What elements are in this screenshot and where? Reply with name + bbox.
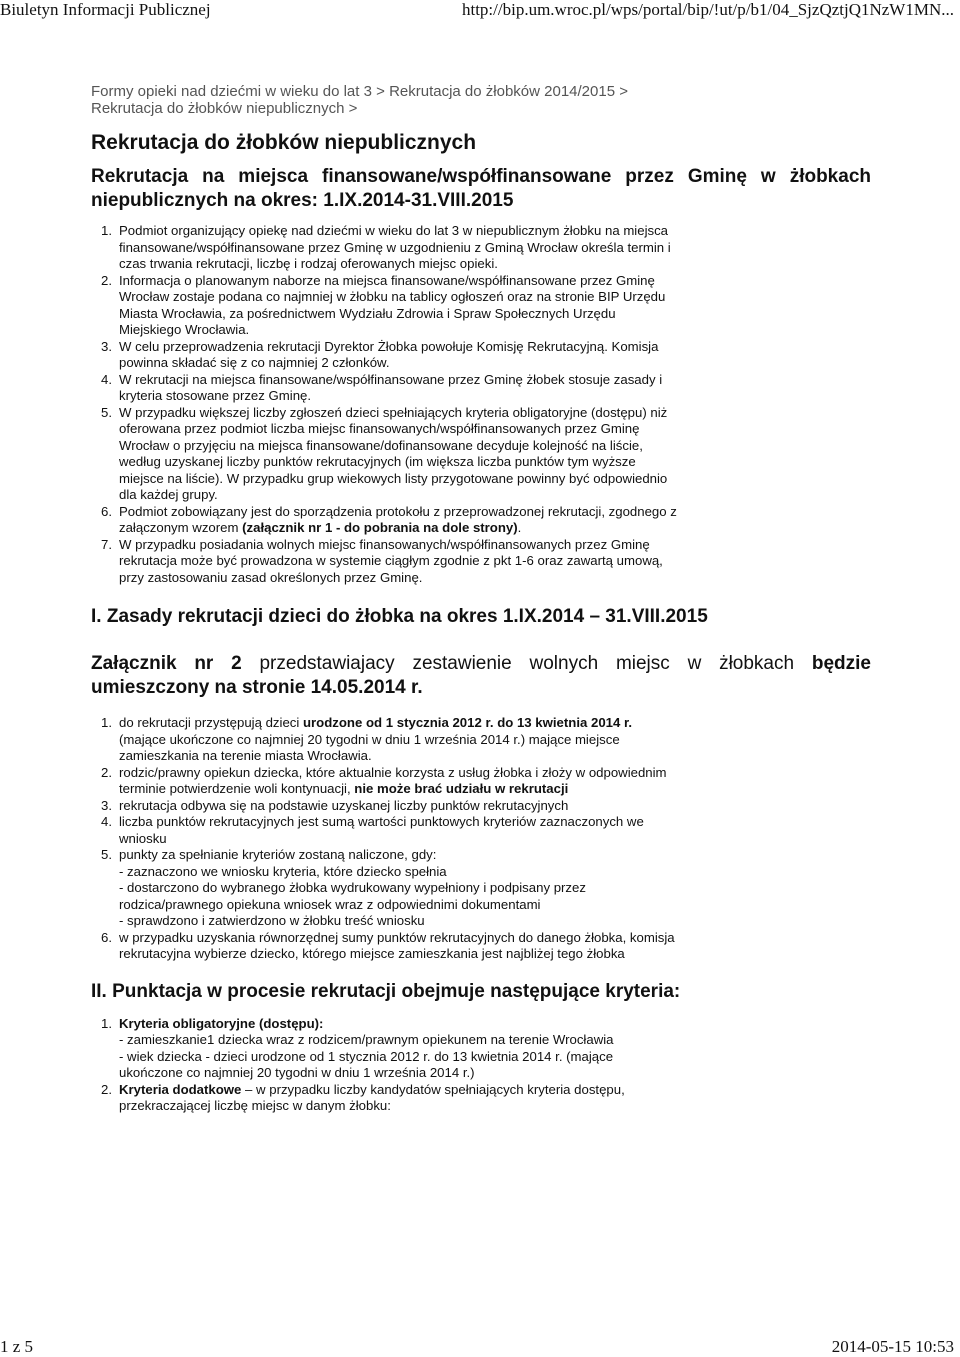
list-item-text: (mające ukończone co najmniej 20 tygodni w dniu 1 września 2014 r.) mające miejsce zamieszkania na terenie miasta Wrocławia. bbox=[119, 731, 620, 763]
list-item-text: – w przypadku liczby kandydatów spełniających kryteria dostępu, przekraczającej liczbę miejsc w danym żłobku: bbox=[119, 1081, 625, 1113]
breadcrumb bbox=[91, 83, 871, 117]
list-item-bold: Kryteria dodatkowe bbox=[119, 1081, 242, 1097]
list-item-text: W przypadku większej liczby zgłoszeń dzieci spełniających kryteria obligatoryjne (dostępu) niż oferowana przez podmiot liczba miejsc finansowanych/współfinansowanych przez Gminę Wrocław o przyjęciu na miejsca finansowane/dofinansowane decyduje kolejność na liście, według uzyskanej liczby punktów rekrutacyjnych (im większa liczba punktów tym wyższe miejsce na liście). W przypadku grup wiekowych listy przygotowane powinny być odpowiednio dla każdej grupy. bbox=[119, 404, 668, 502]
list-item-text: rekrutacja odbywa się na podstawie uzyskanej liczby punktów rekrutacyjnych bbox=[119, 797, 569, 813]
print-header-title: Biuletyn Informacji Publicznej bbox=[0, 0, 211, 19]
breadcrumb-separator: > bbox=[348, 100, 358, 117]
list-item: 4. W rekrutacji na miejsca finansowane/współfinansowane przez Gminę żłobek stosuje zasady i kryteria stosowane przez Gminę. bbox=[101, 371, 663, 403]
section-heading-punktacja: II. Punktacja w procesie rekrutacji obejmuje następujące kryteria: bbox=[91, 980, 681, 1002]
list-item-text: w przypadku uzyskania równorzędnej sumy punktów rekrutacyjnych do danego żłobka, komisja rekrutacyjna wybierze dziecko, którego miejsce zamieszkania jest najbliżej tego żłobka bbox=[119, 929, 675, 961]
list-item-text: - sprawdzono i zatwierdzono w żłobku treść wniosku bbox=[119, 913, 425, 928]
kryteria-list bbox=[91, 1016, 871, 1115]
list-item: 5. punkty za spełnianie kryteriów zostaną naliczone, gdy: - zaznaczono we wniosku kryteria, które dziecko spełnia - dostarczono do wybranego żłobka wydrukowany wypełniony i podpisany przez rodzica/prawnego opiekuna wniosek wraz z odpowiednimi dokumentami - sprawdzono i zatwierdzono w żłobku treść wniosku bbox=[101, 847, 586, 928]
rules-list bbox=[91, 223, 871, 586]
attachment-2-date: będzie umieszczony na stronie 14.05.2014 r. bbox=[91, 653, 871, 698]
list-item: 5. W przypadku większej liczby zgłoszeń dzieci spełniających kryteria obligatoryjne (dostępu) niż oferowana przez podmiot liczba miejsc finansowanych/współfinansowanych przez Gminę Wrocław o przyjęciu na miejsca finansowane/dofinansowane decyduje kolejność na liście, według uzyskanej liczby punktów rekrutacyjnych (im większa liczba punktów tym wyższe miejsce na liście). W przypadku grup wiekowych listy przygotowane powinny być odpowiednio dla każdej grupy. bbox=[101, 404, 668, 502]
list-item-text: - dostarczono do wybranego żłobka wydrukowany wypełniony i podpisany przez rodzica/prawnego opiekuna wniosek wraz z odpowiednimi dokumentami bbox=[119, 880, 586, 912]
breadcrumb-separator: > bbox=[619, 83, 628, 100]
list-item-text: W przypadku posiadania wolnych miejsc finansowanych/współfinansowanych przez Gminę rekrutacja może być prowadzona w systemie ciągłym zgodnie z pkt 1-6 oraz zawartą umową, przy zastosowaniu zasad określonych przez Gminę. bbox=[119, 536, 663, 585]
breadcrumb-link-formy-opieki[interactable]: Formy opieki nad dziećmi w wieku do lat 3 bbox=[91, 83, 372, 100]
zasady-list bbox=[91, 715, 871, 963]
list-item: 4. liczba punktów rekrutacyjnych jest sumą wartości punktowych kryteriów zaznaczonych we wniosku bbox=[101, 814, 644, 846]
list-item-text: . bbox=[517, 520, 522, 535]
list-item-text: W rekrutacji na miejsca finansowane/współfinansowane przez Gminę żłobek stosuje zasady i kryteria stosowane przez Gminę. bbox=[119, 371, 663, 403]
list-item: 2. Informacja o planowanym naborze na miejsca finansowane/współfinansowane przez Gminę Wrocław zostaje podana co najmniej w żłobku na tablicy ogłoszeń oraz na stronie BIP Urzędu Miasta Wrocławia, za pośrednictwem Wydziału Zdrowia i Spraw Społecznych Urzędu Miejskiego Wrocławia. bbox=[101, 272, 666, 337]
page-title: Rekrutacja do żłobków niepublicznych bbox=[91, 131, 477, 154]
list-item-text: do rekrutacji przystępują dzieci bbox=[119, 715, 303, 730]
list-item: 2. Kryteria dodatkowe – w przypadku liczby kandydatów spełniających kryteria dostępu, przekraczającej liczbę miejsc w danym żłobku: bbox=[101, 1081, 625, 1113]
list-item: 3. rekrutacja odbywa się na podstawie uzyskanej liczby punktów rekrutacyjnych bbox=[101, 797, 569, 813]
breadcrumb-link-rekrutacja-2014[interactable]: Rekrutacja do żłobków 2014/2015 bbox=[389, 83, 616, 100]
list-item-text: - wiek dziecka - dzieci urodzone od 1 stycznia 2012 r. do 13 kwietnia 2014 r. (mające ukończone co najmniej 20 tygodni w dniu 1 września 2014 r.) bbox=[119, 1048, 614, 1080]
list-item-text: Podmiot organizujący opiekę nad dziećmi w wieku do lat 3 w niepublicznym żłobku na miejsca finansowane/współfinansowane przez Gminę w uzgodnieniu z Gminą Wrocław określa termin i czas trwania rekrutacji, liczbę i rodzaj oferowanych miejsc opieki. bbox=[119, 223, 671, 271]
print-footer-timestamp: 2014-05-15 10:53 bbox=[831, 1337, 954, 1356]
list-item-text: liczba punktów rekrutacyjnych jest sumą wartości punktowych kryteriów zaznaczonych we wniosku bbox=[119, 814, 644, 846]
section-heading-zasady: I. Zasady rekrutacji dzieci do żłobka na okres 1.IX.2014 – 31.VIII.2015 bbox=[91, 606, 708, 627]
list-item: 7. W przypadku posiadania wolnych miejsc finansowanych/współfinansowanych przez Gminę rekrutacja może być prowadzona w systemie ciągłym zgodnie z pkt 1-6 oraz zawartą umową, przy zastosowaniu zasad określonych przez Gminę. bbox=[101, 536, 663, 585]
list-item-text: - zaznaczono we wniosku kryteria, które dziecko spełnia bbox=[119, 863, 447, 879]
list-item-bold: Kryteria obligatoryjne (dostępu): bbox=[119, 1015, 324, 1031]
list-item-text: W celu przeprowadzenia rekrutacji Dyrektor Żłobka powołuje Komisję Rekrutacyjną. Komisja powinna składać się z co najmniej 2 członków. bbox=[119, 338, 659, 370]
page-subtitle: Rekrutacja na miejsca finansowane/współfinansowane przez Gminę w żłobkach niepublicznych na okres: 1.IX.2014-31.VIII.2015 bbox=[91, 166, 871, 211]
list-item-text: Informacja o planowanym naborze na miejsca finansowane/współfinansowane przez Gminę Wrocław zostaje podana co najmniej w żłobku na tablicy ogłoszeń oraz na stronie BIP Urzędu Miasta Wrocławia, za pośrednictwem Wydziału Zdrowia i Spraw Społecznych Urzędu Miejskiego Wrocławia. bbox=[119, 272, 666, 337]
list-item-text: rodzic/prawny opiekun dziecka, które aktualnie korzysta z usług żłobka i złoży w odpowiednim terminie potwierdzenie woli kontynuacji, bbox=[119, 764, 667, 796]
list-item-text: - zamieszkanie1 dziecka wraz z rodzicem/prawnym opiekunem na terenie Wrocławia bbox=[119, 1032, 614, 1047]
list-item: 1. Kryteria obligatoryjne (dostępu): - zamieszkanie1 dziecka wraz z rodzicem/prawnym opiekunem na terenie Wrocławia - wiek dziecka - dzieci urodzone od 1 stycznia 2012 r. do 13 kwietnia 2014 r. (mające ukończone co najmniej 20 tygodni w dniu 1 września 2014 r.) bbox=[101, 1015, 614, 1080]
print-footer-page-count: 1 z 5 bbox=[0, 1337, 34, 1356]
page-content bbox=[91, 83, 871, 1115]
list-item-bold: urodzone od 1 stycznia 2012 r. do 13 kwietnia 2014 r. bbox=[302, 715, 633, 730]
print-header-url: http://bip.um.wroc.pl/wps/portal/bip/!ut/p/b1/04_SjzQztjQ1NzW1MN... bbox=[461, 0, 954, 19]
attachment-2-text: przedstawiajacy zestawienie wolnych miejsc w żłobkach bbox=[241, 653, 812, 674]
breadcrumb-separator: > bbox=[376, 83, 385, 100]
list-item: 6. Podmiot zobowiązany jest do sporządzenia protokołu z przeprowadzonej rekrutacji, zgodnego z załączonym wzorem (załącznik nr 1 - do pobrania na dole strony). bbox=[101, 503, 677, 535]
list-item: 2. rodzic/prawny opiekun dziecka, które aktualnie korzysta z usług żłobka i złoży w odpowiednim terminie potwierdzenie woli kontynuacji, nie może brać udziału w rekrutacji bbox=[101, 764, 667, 796]
attachment-2-label: Załącznik nr 2 bbox=[91, 653, 242, 674]
list-item: 1. do rekrutacji przystępują dzieci urodzone od 1 stycznia 2012 r. do 13 kwietnia 2014 r. (mające ukończone co najmniej 20 tygodni w dniu 1 września 2014 r.) mające miejsce zamieszkania na terenie miasta Wrocławia. bbox=[101, 715, 633, 763]
list-item-text: Podmiot zobowiązany jest do sporządzenia protokołu z przeprowadzonej rekrutacji, zgodnego z załączonym wzorem bbox=[119, 503, 677, 535]
attachment-2-paragraph bbox=[91, 652, 871, 700]
list-item: 1. Podmiot organizujący opiekę nad dziećmi w wieku do lat 3 w niepublicznym żłobku na miejsca finansowane/współfinansowane przez Gminę w uzgodnieniu z Gminą Wrocław określa termin i czas trwania rekrutacji, liczbę i rodzaj oferowanych miejsc opieki. bbox=[101, 223, 671, 271]
list-item: 6. w przypadku uzyskania równorzędnej sumy punktów rekrutacyjnych do danego żłobka, komisja rekrutacyjna wybierze dziecko, którego miejsce zamieszkania jest najbliżej tego żłobka bbox=[101, 929, 675, 961]
breadcrumb-link-niepubliczne[interactable]: Rekrutacja do żłobków niepublicznych bbox=[91, 100, 345, 117]
list-item: 3. W celu przeprowadzenia rekrutacji Dyrektor Żłobka powołuje Komisję Rekrutacyjną. Komisja powinna składać się z co najmniej 2 członków. bbox=[101, 338, 659, 370]
list-item-bold: nie może brać udziału w rekrutacji bbox=[354, 781, 569, 796]
list-item-text: punkty za spełnianie kryteriów zostaną naliczone, gdy: bbox=[119, 847, 437, 862]
attachment-note: (załącznik nr 1 - do pobrania na dole strony) bbox=[242, 520, 518, 535]
